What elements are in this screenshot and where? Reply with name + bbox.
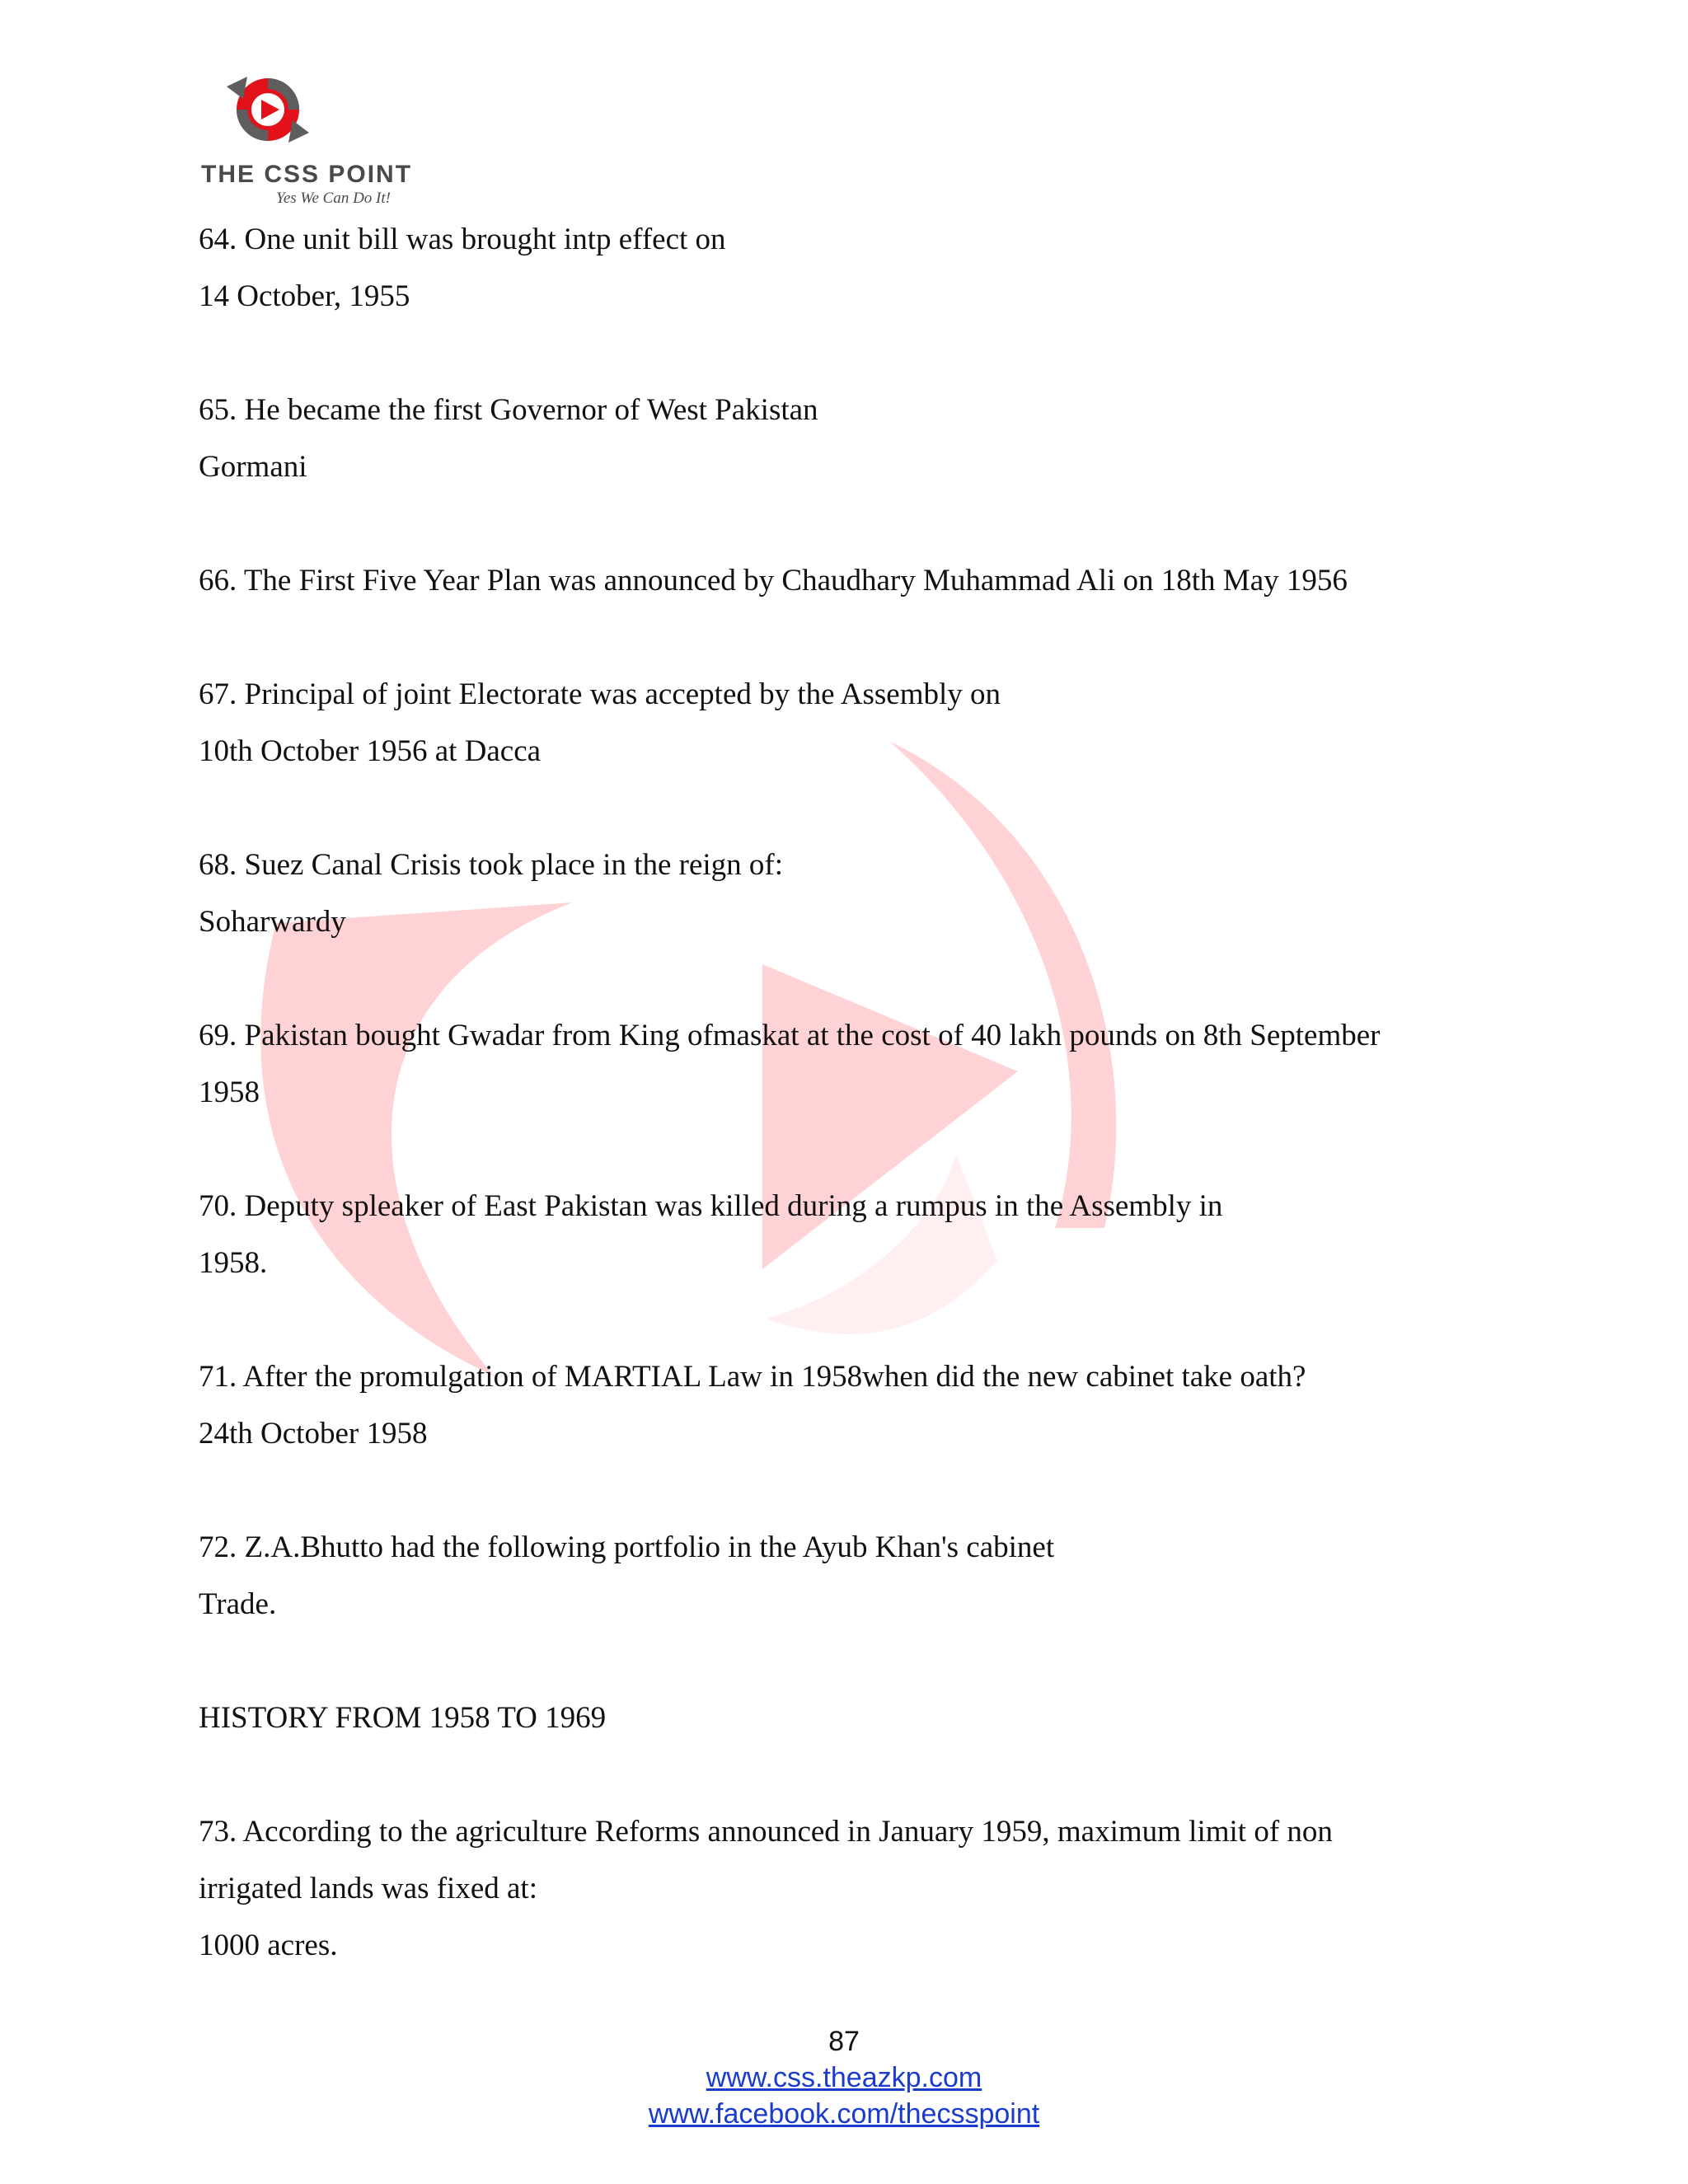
qa-entry-70 <box>199 1178 1517 1291</box>
question-continuation: 1958 <box>199 1076 260 1109</box>
website-link[interactable]: www.css.theazkp.com <box>706 2062 982 2093</box>
logo-tagline: Yes We Can Do It! <box>276 190 391 207</box>
answer-text: 1000 acres. <box>199 1929 338 1962</box>
qa-entry-71 <box>199 1348 1517 1462</box>
qa-entry-66 <box>199 552 1517 609</box>
answer-text: 1958. <box>199 1246 268 1280</box>
answer-text: 24th October 1958 <box>199 1417 428 1451</box>
logo-name: THE CSS POINT <box>201 161 413 188</box>
question-text: 65. He became the first Governor of West Pakistan <box>199 393 818 427</box>
answer-text: Trade. <box>199 1587 277 1621</box>
qa-entry-73 <box>199 1803 1517 1974</box>
question-continuation: irrigated lands was fixed at: <box>199 1872 537 1905</box>
document-body <box>199 211 1517 2031</box>
question-text: 71. After the promulgation of MARTIAL Law in 1958when did the new cabinet take oath? <box>199 1360 1306 1394</box>
section-heading <box>199 1690 1517 1746</box>
answer-text: Soharwardy <box>199 905 346 939</box>
qa-entry-67 <box>199 666 1517 780</box>
question-text: 68. Suez Canal Crisis took place in the reign of: <box>199 848 784 882</box>
answer-text: 14 October, 1955 <box>199 279 410 313</box>
question-text: 64. One unit bill was brought intp effect on <box>199 223 726 256</box>
question-text: 73. According to the agriculture Reforms announced in January 1959, maximum limit of non <box>199 1815 1333 1849</box>
question-text: 67. Principal of joint Electorate was accepted by the Assembly on <box>199 677 1001 711</box>
qa-entry-72 <box>199 1519 1517 1633</box>
answer-text: 10th October 1956 at Dacca <box>199 734 542 768</box>
section-heading-text: HISTORY FROM 1958 TO 1969 <box>199 1701 607 1735</box>
page-number: 87 <box>828 2026 860 2057</box>
question-text: 70. Deputy spleaker of East Pakistan was killed during a rumpus in the Assembly in <box>199 1189 1223 1223</box>
question-text: 69. Pakistan bought Gwadar from King ofmaskat at the cost of 40 lakh pounds on 8th September <box>199 1019 1381 1052</box>
answer-text: Gormani <box>199 450 307 484</box>
qa-entry-65 <box>199 382 1517 495</box>
page-footer <box>0 2023 1688 2132</box>
logo-emblem-icon <box>210 62 326 157</box>
css-point-logo <box>198 62 437 210</box>
question-text: 72. Z.A.Bhutto had the following portfolio in the Ayub Khan's cabinet <box>199 1530 1055 1564</box>
facebook-link[interactable]: www.facebook.com/thecsspoint <box>648 2098 1040 2130</box>
question-text: 66. The First Five Year Plan was announced by Chaudhary Muhammad Ali on 18th May 1956 <box>199 564 1348 598</box>
qa-entry-68 <box>199 837 1517 950</box>
qa-entry-69 <box>199 1007 1517 1121</box>
qa-entry-64 <box>199 211 1517 325</box>
